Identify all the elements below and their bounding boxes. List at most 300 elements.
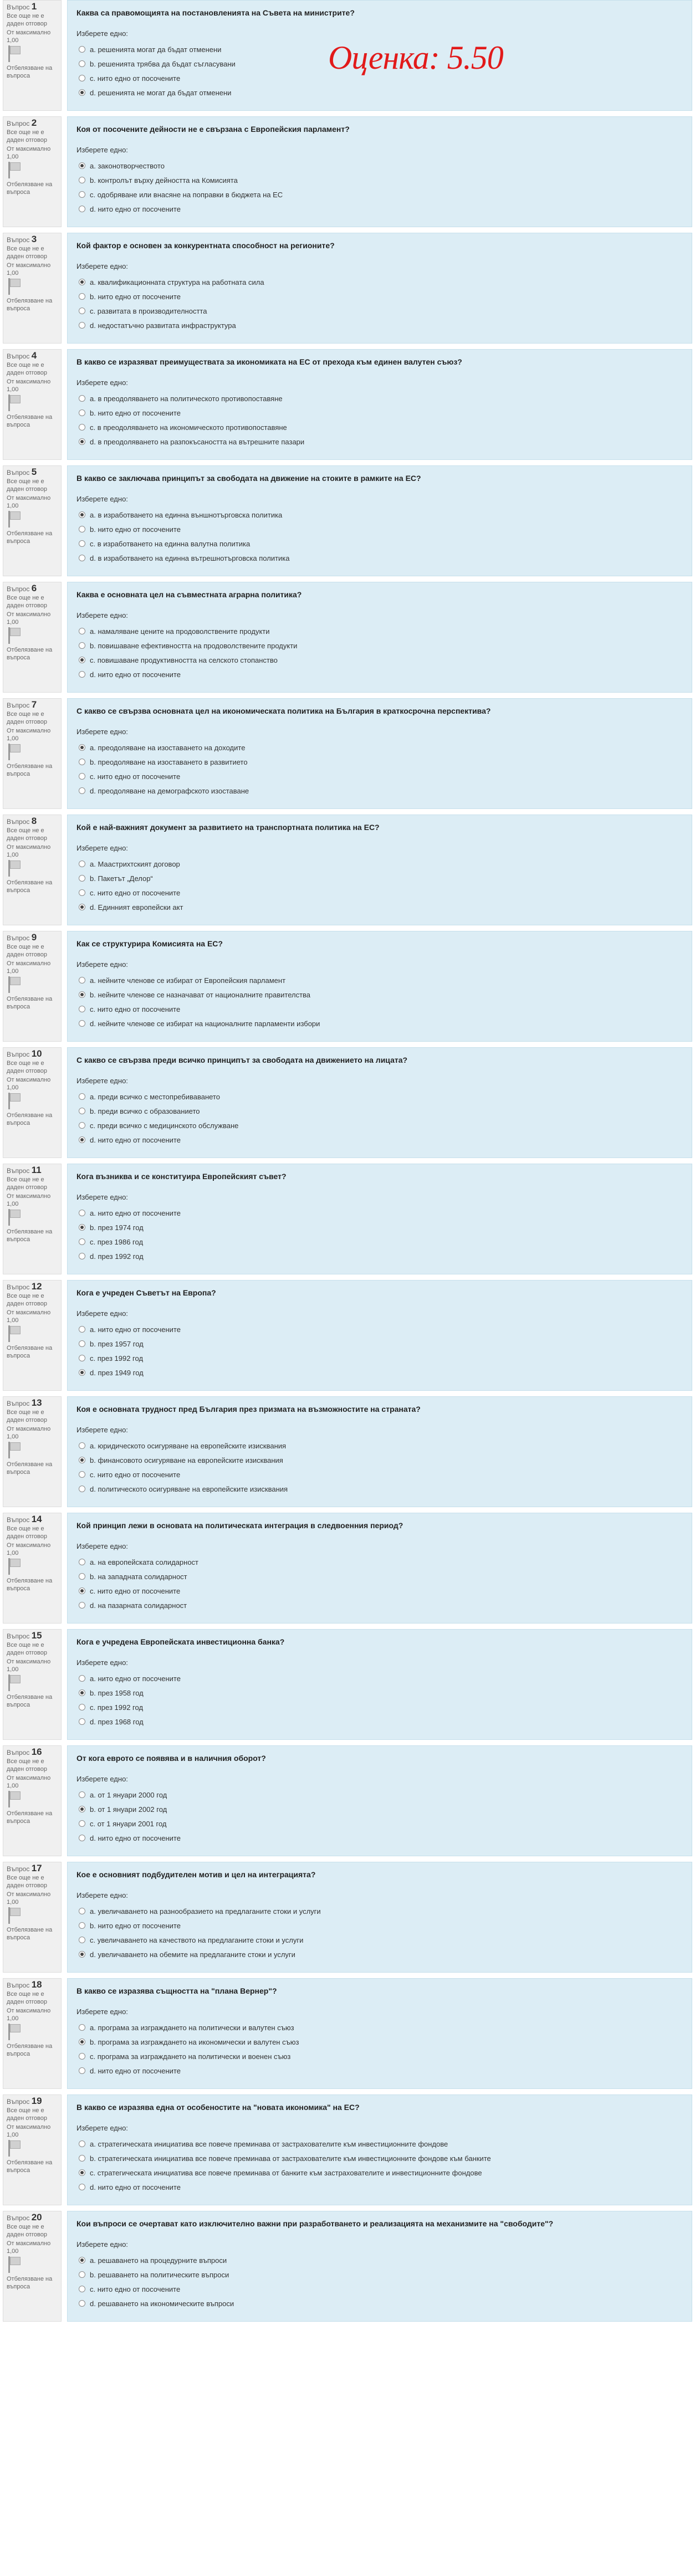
answer-option[interactable] [76,1089,684,1104]
answer-option[interactable] [76,1569,684,1584]
question-state: Все още не е даден отговор [7,1176,47,1191]
answer-option[interactable] [76,536,684,551]
flag-icon[interactable] [7,2024,21,2040]
answer-option-label: a. увеличаването на разнообразието на предлаганите стоки и услуги [90,1907,321,1916]
answer-option[interactable] [76,1118,684,1133]
question-state: Все още не е даден отговор [7,595,47,609]
radio-checked-icon[interactable] [79,1689,85,1696]
radio-checked-icon[interactable] [79,511,85,518]
radio-icon[interactable] [79,1820,85,1827]
radio-icon[interactable] [79,671,85,678]
question-text: Кои въпроси се очертават като изключително важни при разработването и реализацията на механизмите на "свободите"? [76,2219,554,2228]
question-max-points: От максимално 1,00 [7,29,51,44]
flag-question-link[interactable]: Отбелязване на въпроса [7,414,53,428]
question-max-points: От максимално 1,00 [7,1193,51,1207]
radio-checked-icon[interactable] [79,1587,85,1594]
flag-question-link[interactable]: Отбелязване на въпроса [7,1461,53,1476]
radio-icon[interactable] [79,395,85,402]
flag-question-link[interactable]: Отбелязване на въпроса [7,1694,53,1708]
answer-option[interactable] [76,406,684,420]
flag-icon[interactable] [7,1442,21,1458]
radio-icon[interactable] [79,875,85,882]
answer-option[interactable] [76,624,684,638]
question-content [67,1513,692,1624]
answer-option[interactable] [76,1220,684,1235]
answer-option[interactable] [76,987,684,1002]
radio-icon[interactable] [79,1573,85,1580]
question-block-2 [0,116,695,233]
question-block-15 [0,1629,695,1745]
question-max-points: От максимално 1,00 [7,1775,51,1789]
radio-checked-icon[interactable] [79,1951,85,1958]
radio-icon[interactable] [79,46,85,53]
radio-icon[interactable] [79,191,85,198]
answer-option[interactable] [76,1002,684,1016]
answer-option[interactable] [76,1104,684,1118]
radio-checked-icon[interactable] [79,1224,85,1231]
radio-checked-icon[interactable] [79,904,85,910]
answer-option[interactable] [76,187,684,202]
radio-icon[interactable] [79,75,85,81]
answer-option-label: a. стратегическата инициатива все повече преминава от застрахователите към инвестиционните фондове [90,2139,448,2148]
radio-icon[interactable] [79,1602,85,1609]
flag-icon[interactable] [7,744,21,760]
question-text: От кога еврото се появява и в наличния оборот? [76,1754,266,1763]
answer-options [76,158,684,216]
question-info [3,815,62,925]
question-text: Коя от посочените дейности не е свързана с Европейския парламент? [76,125,350,134]
flag-question-link[interactable]: Отбелязване на въпроса [7,2276,53,2290]
answer-option[interactable] [76,1322,684,1336]
question-label: Въпрос [7,3,30,11]
answer-option[interactable] [76,973,684,987]
answer-option[interactable] [76,1133,684,1147]
question-state: Все още не е даден отговор [7,2107,47,2122]
radio-icon[interactable] [79,2184,85,2190]
radio-icon[interactable] [79,555,85,561]
answer-option-label: d. нейните членове се избират на националните парламенти избори [90,1019,320,1028]
radio-icon[interactable] [79,1718,85,1725]
answer-option[interactable] [76,2253,684,2267]
radio-icon[interactable] [79,977,85,984]
flag-question-link[interactable]: Отбелязване на въпроса [7,1112,53,1126]
answer-option[interactable] [76,2049,684,2063]
flag-icon[interactable] [7,1907,21,1924]
radio-checked-icon[interactable] [79,1369,85,1376]
radio-icon[interactable] [79,1791,85,1798]
radio-icon[interactable] [79,322,85,329]
answer-option[interactable] [76,2296,684,2311]
answer-option[interactable] [76,1351,684,1365]
radio-checked-icon[interactable] [79,2039,85,2045]
question-content [67,116,692,227]
answer-option[interactable] [76,653,684,667]
answer-option-label: a. в преодоляването на политическото противопоставяне [90,394,283,403]
question-text: В какво се изразяват преимуществата за икономиката на ЕС от прехода към единен валутен съюз? [76,357,462,366]
answer-options [76,1089,684,1147]
question-label: Въпрос [7,1283,30,1291]
question-content [67,2211,692,2322]
answer-option[interactable] [76,318,684,332]
answer-option-label: c. нито едно от посочените [90,1470,181,1479]
answer-option[interactable] [76,1235,684,1249]
answer-option[interactable] [76,857,684,871]
answer-prompt: Изберете едно: [76,146,128,154]
radio-icon[interactable] [79,177,85,183]
question-number: 1 [31,1,37,12]
question-max-points: От максимално 1,00 [7,262,51,276]
radio-icon[interactable] [79,1704,85,1710]
radio-icon[interactable] [79,1471,85,1478]
question-text: В какво се заключава принципът за свободата на движение на стоките в рамките на ЕС? [76,474,421,483]
radio-icon[interactable] [79,1006,85,1012]
answer-option[interactable] [76,2151,684,2165]
answer-options [76,1671,684,1729]
answer-option[interactable] [76,638,684,653]
answer-option[interactable] [76,2020,684,2035]
radio-icon[interactable] [79,861,85,867]
radio-icon[interactable] [79,526,85,532]
flag-icon[interactable] [7,860,21,877]
flag-question-link[interactable]: Отбелязване на въпроса [7,1810,53,1825]
answer-option-label: a. преди всичко с местопребиваването [90,1092,220,1101]
question-label: Въпрос [7,585,30,593]
answer-option[interactable] [76,304,684,318]
answer-option[interactable] [76,2267,684,2282]
flag-question-link[interactable]: Отбелязване на въпроса [7,2043,53,2057]
question-block-3 [0,233,695,349]
answer-option-label: d. през 1968 год [90,1717,144,1726]
question-block-5 [0,465,695,582]
answer-option-label: c. програма за изграждането на политически и военен съюз [90,2052,291,2061]
answer-option-label: b. контролът върху дейността на Комисията [90,176,238,185]
answer-option[interactable] [76,391,684,406]
radio-icon[interactable] [79,206,85,212]
answer-prompt: Изберете едно: [76,1193,128,1201]
radio-icon[interactable] [79,1253,85,1259]
flag-icon[interactable] [7,45,21,62]
radio-icon[interactable] [79,2271,85,2278]
question-state: Все още не е даден отговор [7,1991,47,2005]
question-label: Въпрос [7,1051,30,1058]
flag-icon[interactable] [7,1674,21,1691]
question-state: Все още не е даден отговор [7,944,47,958]
radio-icon[interactable] [79,2053,85,2060]
question-number: 13 [31,1397,42,1408]
answer-option[interactable] [76,1904,684,1918]
flag-icon[interactable] [7,511,21,528]
answer-option[interactable] [76,173,684,187]
answer-option-label: d. преодоляване на демографското изоставане [90,786,249,795]
radio-icon[interactable] [79,1238,85,1245]
flag-question-link[interactable]: Отбелязване на въпроса [7,530,53,545]
answer-option[interactable] [76,158,684,173]
answer-option[interactable] [76,1206,684,1220]
question-text: Кой фактор е основен за конкурентната способност на регионите? [76,241,335,250]
answer-option-label: b. през 1974 год [90,1223,144,1232]
radio-checked-icon[interactable] [79,162,85,169]
question-max-points: От максимално 1,00 [7,1542,51,1556]
radio-icon[interactable] [79,540,85,547]
answer-option[interactable] [76,783,684,798]
flag-question-link[interactable]: Отбелязване на въпроса [7,298,53,312]
answer-options [76,973,684,1031]
answer-option[interactable] [76,1788,684,1802]
question-max-points: От максимално 1,00 [7,2124,51,2138]
answer-option[interactable] [76,2063,684,2078]
answer-option[interactable] [76,1016,684,1031]
radio-icon[interactable] [79,1355,85,1361]
answer-option-label: b. решаването на политическите въпроси [90,2270,229,2279]
question-text: В какво се изразява същността на "плана Вернер"? [76,1986,277,1995]
answer-option-label: c. нито едно от посочените [90,772,181,781]
answer-option-label: c. от 1 януари 2001 год [90,1819,167,1828]
answer-options [76,1904,684,1962]
answer-prompt: Изберете едно: [76,2124,128,2132]
answer-option[interactable] [76,1686,684,1700]
answer-option-label: c. преди всичко с медицинското обслужване [90,1121,239,1130]
answer-option[interactable] [76,1918,684,1933]
radio-icon[interactable] [79,409,85,416]
radio-checked-icon[interactable] [79,657,85,663]
answer-option[interactable] [76,289,684,304]
radio-checked-icon[interactable] [79,1136,85,1143]
answer-option[interactable] [76,1598,684,1612]
answer-option-label: a. Маастрихтският договор [90,859,180,868]
question-text: С какво се свързва основната цел на икономическата политика на България в краткосрочна перспектива? [76,706,491,715]
answer-option[interactable] [76,1714,684,1729]
radio-icon[interactable] [79,787,85,794]
radio-icon[interactable] [79,773,85,780]
radio-icon[interactable] [79,308,85,314]
radio-checked-icon[interactable] [79,2257,85,2263]
answer-prompt: Изберете едно: [76,1309,128,1318]
answer-option[interactable] [76,551,684,565]
answer-prompt: Изберете едно: [76,1077,128,1085]
question-number: 3 [31,234,37,244]
flag-icon[interactable] [7,1209,21,1226]
answer-option[interactable] [76,755,684,769]
radio-icon[interactable] [79,1210,85,1216]
answer-option[interactable] [76,522,684,536]
answer-prompt: Изберете едно: [76,29,128,38]
answer-option[interactable] [76,1467,684,1482]
answer-prompt: Изберете едно: [76,378,128,387]
flag-icon[interactable] [7,627,21,644]
answer-option[interactable] [76,508,684,522]
answer-option[interactable] [76,885,684,900]
flag-question-link[interactable]: Отбелязване на въпроса [7,1228,53,1243]
answer-option-label: c. нито едно от посочените [90,888,181,897]
radio-icon[interactable] [79,642,85,649]
radio-icon[interactable] [79,1486,85,1492]
radio-checked-icon[interactable] [79,279,85,285]
question-block-6 [0,582,695,698]
radio-icon[interactable] [79,2067,85,2074]
radio-icon[interactable] [79,2024,85,2031]
flag-question-link[interactable]: Отбелязване на въпроса [7,65,53,79]
answer-option[interactable] [76,1555,684,1569]
question-max-points: От максимално 1,00 [7,960,51,975]
answer-option[interactable] [76,1802,684,1816]
answer-option-label: c. през 1986 год [90,1237,144,1246]
question-content [67,698,692,809]
radio-checked-icon[interactable] [79,2169,85,2176]
answer-option-label: b. нито едно от посочените [90,408,181,417]
answer-option[interactable] [76,1671,684,1686]
radio-checked-icon[interactable] [79,89,85,96]
answer-option[interactable] [76,900,684,914]
answer-option[interactable] [76,2137,684,2151]
answer-options [76,1555,684,1612]
flag-icon[interactable] [7,278,21,295]
answer-option[interactable] [76,2165,684,2180]
answer-option[interactable] [76,1249,684,1263]
question-content [67,1047,692,1158]
answer-option-label: d. през 1949 год [90,1368,144,1377]
question-number: 4 [31,350,37,361]
question-number: 15 [31,1630,42,1641]
radio-icon[interactable] [79,628,85,634]
question-content [67,465,692,576]
flag-question-link[interactable]: Отбелязване на въпроса [7,763,53,777]
question-text: С какво се свързва преди всичко принципът за свободата на движението на лицата? [76,1056,408,1064]
answer-options [76,2253,684,2311]
flag-question-link[interactable]: Отбелязване на въпроса [7,2159,53,2174]
question-text: Коя е основната трудност пред България през призмата на възможностите на страната? [76,1405,421,1414]
question-block-11 [0,1164,695,1280]
radio-icon[interactable] [79,1020,85,1027]
answer-option-label: d. увеличаването на обемите на предлаганите стоки и услуги [90,1950,295,1959]
answer-option-label: c. увеличаването на качеството на предлаганите стоки и услуги [90,1935,304,1944]
answer-option[interactable] [76,2180,684,2194]
radio-icon[interactable] [79,1122,85,1129]
answer-option[interactable] [76,1482,684,1496]
radio-icon[interactable] [79,2300,85,2307]
answer-option[interactable] [76,667,684,682]
radio-checked-icon[interactable] [79,991,85,998]
flag-icon[interactable] [7,976,21,993]
radio-icon[interactable] [79,1108,85,1114]
answer-option[interactable] [76,1947,684,1962]
answer-option[interactable] [76,1831,684,1845]
radio-icon[interactable] [79,759,85,765]
question-content [67,1629,692,1740]
answer-options [76,2137,684,2194]
answer-option[interactable] [76,740,684,755]
radio-icon[interactable] [79,1559,85,1565]
answer-options [76,508,684,565]
answer-prompt: Изберете едно: [76,1426,128,1434]
radio-checked-icon[interactable] [79,1806,85,1812]
answer-option[interactable] [76,275,684,289]
answer-option[interactable] [76,1816,684,1831]
radio-icon[interactable] [79,293,85,300]
radio-checked-icon[interactable] [79,744,85,751]
answer-option[interactable] [76,1584,684,1598]
radio-icon[interactable] [79,1835,85,1841]
radio-icon[interactable] [79,60,85,67]
radio-icon[interactable] [79,2155,85,2162]
answer-options [76,2020,684,2078]
answer-prompt: Изберете едно: [76,1658,128,1667]
answer-option[interactable] [76,769,684,783]
radio-icon[interactable] [79,2140,85,2147]
radio-icon[interactable] [79,2286,85,2292]
radio-icon[interactable] [79,1908,85,1914]
radio-icon[interactable] [79,1093,85,1100]
flag-icon[interactable] [7,1558,21,1575]
answer-option-label: a. в изработването на единна външнотърговска политика [90,510,283,519]
answer-option[interactable] [76,871,684,885]
question-text: Кога възниква и се конституира Европейският съвет? [76,1172,287,1181]
radio-icon[interactable] [79,889,85,896]
flag-question-link[interactable]: Отбелязване на въпроса [7,879,53,894]
answer-option[interactable] [76,1438,684,1453]
radio-icon[interactable] [79,1937,85,1943]
answer-option[interactable] [76,1700,684,1714]
answer-option-label: c. стратегическата инициатива все повече преминава от банките към застрахователите и инвестиционните фондове [90,2168,482,2177]
radio-icon[interactable] [79,1675,85,1682]
flag-icon[interactable] [7,162,21,178]
flag-question-link[interactable]: Отбелязване на въпроса [7,647,53,661]
answer-option[interactable] [76,2282,684,2296]
question-text: В какво се изразява една от особеностите на "новата икономика" на ЕС? [76,2103,360,2112]
answer-option[interactable] [76,434,684,449]
question-content [67,1396,692,1507]
answer-option[interactable] [76,420,684,434]
question-number: 6 [31,583,37,593]
answer-option-label: a. от 1 януари 2000 год [90,1790,167,1799]
flag-icon[interactable] [7,1325,21,1342]
radio-icon[interactable] [79,1442,85,1449]
radio-icon[interactable] [79,1326,85,1333]
question-state: Все още не е даден отговор [7,362,47,376]
question-max-points: От максимално 1,00 [7,844,51,858]
radio-icon[interactable] [79,1340,85,1347]
answer-option[interactable] [76,2035,684,2049]
answer-option[interactable] [76,1453,684,1467]
flag-question-link[interactable]: Отбелязване на въпроса [7,1345,53,1359]
answer-prompt: Изберете едно: [76,960,128,969]
answer-option[interactable] [76,1336,684,1351]
question-content [67,1978,692,2089]
answer-option[interactable] [76,1933,684,1947]
flag-icon[interactable] [7,1093,21,1109]
flag-icon[interactable] [7,2256,21,2273]
question-label: Въпрос [7,1167,30,1175]
radio-icon[interactable] [79,1922,85,1929]
flag-question-link[interactable]: Отбелязване на въпроса [7,996,53,1010]
answer-prompt: Изберете едно: [76,844,128,852]
flag-question-link[interactable]: Отбелязване на въпроса [7,1927,53,1941]
flag-icon[interactable] [7,2140,21,2157]
question-state: Все още не е даден отговор [7,478,47,493]
question-state: Все още не е даден отговор [7,1409,47,1423]
flag-question-link[interactable]: Отбелязване на въпроса [7,1578,53,1592]
answer-option[interactable] [76,85,684,100]
flag-question-link[interactable]: Отбелязване на въпроса [7,181,53,196]
radio-checked-icon[interactable] [79,1457,85,1463]
question-info [3,582,62,693]
flag-icon[interactable] [7,395,21,411]
radio-checked-icon[interactable] [79,438,85,445]
answer-option[interactable] [76,1365,684,1380]
question-state: Все още не е даден отговор [7,1642,47,1656]
radio-icon[interactable] [79,424,85,431]
answer-option[interactable] [76,202,684,216]
flag-icon[interactable] [7,1791,21,1807]
